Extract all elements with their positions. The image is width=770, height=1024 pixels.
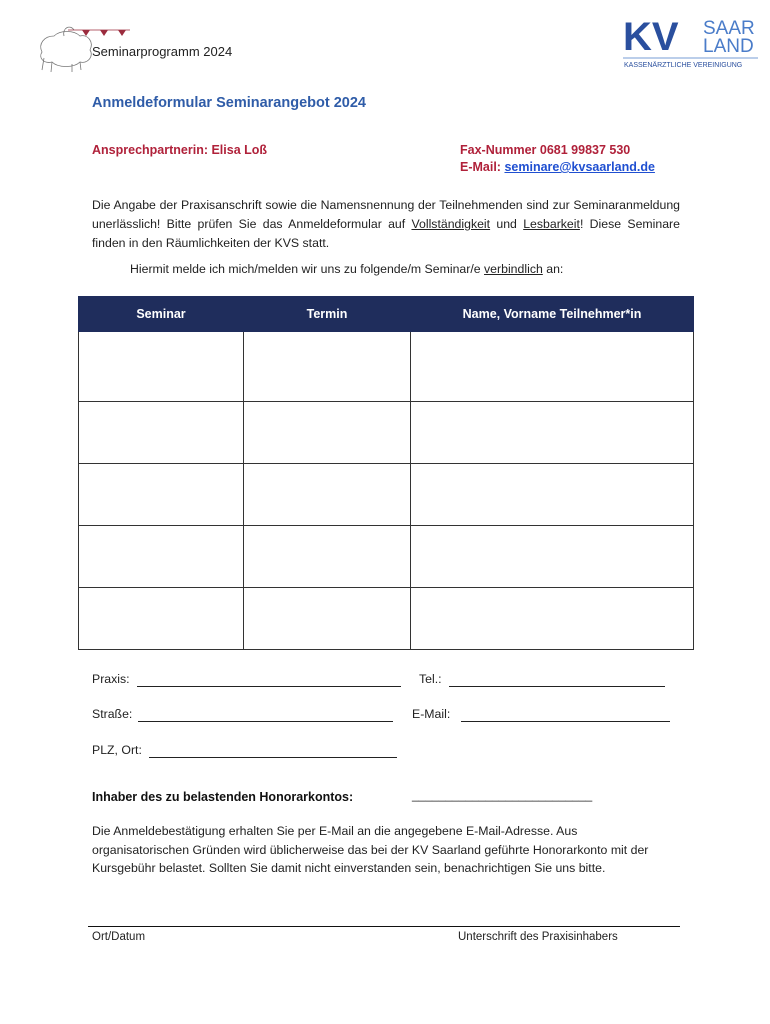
account-holder-label: Inhaber des zu belastenden Honorarkontos: bbox=[92, 790, 354, 804]
strasse-input-line[interactable] bbox=[138, 721, 393, 722]
registration-statement bbox=[130, 262, 563, 276]
signature-line[interactable] bbox=[88, 926, 680, 927]
table-row bbox=[79, 402, 694, 464]
seminar-cell[interactable] bbox=[79, 402, 244, 464]
table-header-row bbox=[79, 297, 694, 332]
signature-label: Unterschrift des Praxisinhabers bbox=[458, 931, 618, 943]
tel-label: Tel.: bbox=[419, 672, 442, 686]
contact-person: Ansprechpartnerin: Elisa Loß bbox=[92, 143, 268, 157]
seminar-table bbox=[78, 296, 694, 650]
name-cell[interactable] bbox=[411, 526, 694, 588]
email-link[interactable]: seminare@kvsaarland.de bbox=[504, 160, 655, 174]
strasse-label: Straße: bbox=[92, 707, 133, 721]
table-row bbox=[79, 588, 694, 650]
email-label: E-Mail: bbox=[412, 707, 451, 721]
plz-ort-label: PLZ, Ort: bbox=[92, 743, 142, 757]
logo-tagline: KASSENÄRZTLICHE VEREINIGUNG bbox=[624, 62, 743, 69]
logo-saar: SAAR bbox=[703, 18, 755, 39]
hereby-pre: Hiermit melde ich mich/melden wir uns zu folgende/m Seminar/e bbox=[130, 262, 485, 276]
praxis-input-line[interactable] bbox=[137, 686, 401, 687]
email-prefix: E-Mail: bbox=[460, 160, 501, 174]
praxis-label: Praxis: bbox=[92, 672, 130, 686]
termin-cell[interactable] bbox=[244, 588, 411, 650]
intro-paragraph bbox=[92, 196, 680, 253]
hereby-verbindlich: verbindlich bbox=[484, 262, 543, 276]
page-title: Anmeldeformular Seminarangebot 2024 bbox=[92, 95, 366, 111]
confirmation-note: Die Anmeldebestätigung erhalten Sie per E-Mail an die angegebene E-Mail-Adresse. Aus organisatorischen Gründen wird üblicherweise das bei der KV Saarland geführte Honorarkonto mit der Kursgebühr belastet. Sollten Sie damit nicht einverstanden sein, benachrichtigen Sie uns bitte. bbox=[92, 824, 649, 875]
account-holder-blank[interactable]: ___________________________ bbox=[412, 788, 593, 802]
logo-land: LAND bbox=[703, 36, 754, 57]
termin-cell[interactable] bbox=[244, 526, 411, 588]
header-seminar: Seminar bbox=[79, 297, 244, 332]
termin-cell[interactable] bbox=[244, 464, 411, 526]
header-termin: Termin bbox=[244, 297, 411, 332]
email-input-line[interactable] bbox=[461, 721, 670, 722]
name-cell[interactable] bbox=[411, 464, 694, 526]
intro-vollstaendigkeit: Vollständigkeit bbox=[411, 217, 491, 231]
hereby-post: an: bbox=[542, 262, 564, 276]
intro-part2: und bbox=[490, 217, 524, 231]
header-name: Name, Vorname Teilnehmer*in bbox=[411, 297, 694, 332]
termin-cell[interactable] bbox=[244, 332, 411, 402]
tel-input-line[interactable] bbox=[449, 686, 665, 687]
program-label: Seminarprogramm 2024 bbox=[92, 44, 233, 59]
termin-cell[interactable] bbox=[244, 402, 411, 464]
table-row bbox=[79, 526, 694, 588]
kv-saarland-logo bbox=[623, 14, 758, 70]
seminar-cell[interactable] bbox=[79, 588, 244, 650]
seminar-cell[interactable] bbox=[79, 526, 244, 588]
fax-number: Fax-Nummer 0681 99837 530 bbox=[460, 143, 631, 157]
name-cell[interactable] bbox=[411, 402, 694, 464]
intro-part3: ! Diese Seminare finden in den Räumlichkeiten der KVS statt. bbox=[92, 217, 680, 250]
name-cell[interactable] bbox=[411, 332, 694, 402]
seminar-cell[interactable] bbox=[79, 464, 244, 526]
table-row bbox=[79, 332, 694, 402]
logo-kv: KV bbox=[623, 15, 679, 59]
intro-part1: Die Angabe der Praxisanschrift sowie die Namensnennung der Teilnehmenden sind zur Seminaranmeldung unerlässlich! Bitte prüfen Sie das Anmeldeformular auf bbox=[92, 198, 680, 231]
name-cell[interactable] bbox=[411, 588, 694, 650]
email-line bbox=[460, 160, 655, 174]
table-row bbox=[79, 464, 694, 526]
seminar-cell[interactable] bbox=[79, 332, 244, 402]
place-date-label: Ort/Datum bbox=[92, 931, 146, 943]
intro-lesbarkeit: Lesbarkeit bbox=[523, 217, 580, 231]
plz-ort-input-line[interactable] bbox=[149, 757, 397, 758]
